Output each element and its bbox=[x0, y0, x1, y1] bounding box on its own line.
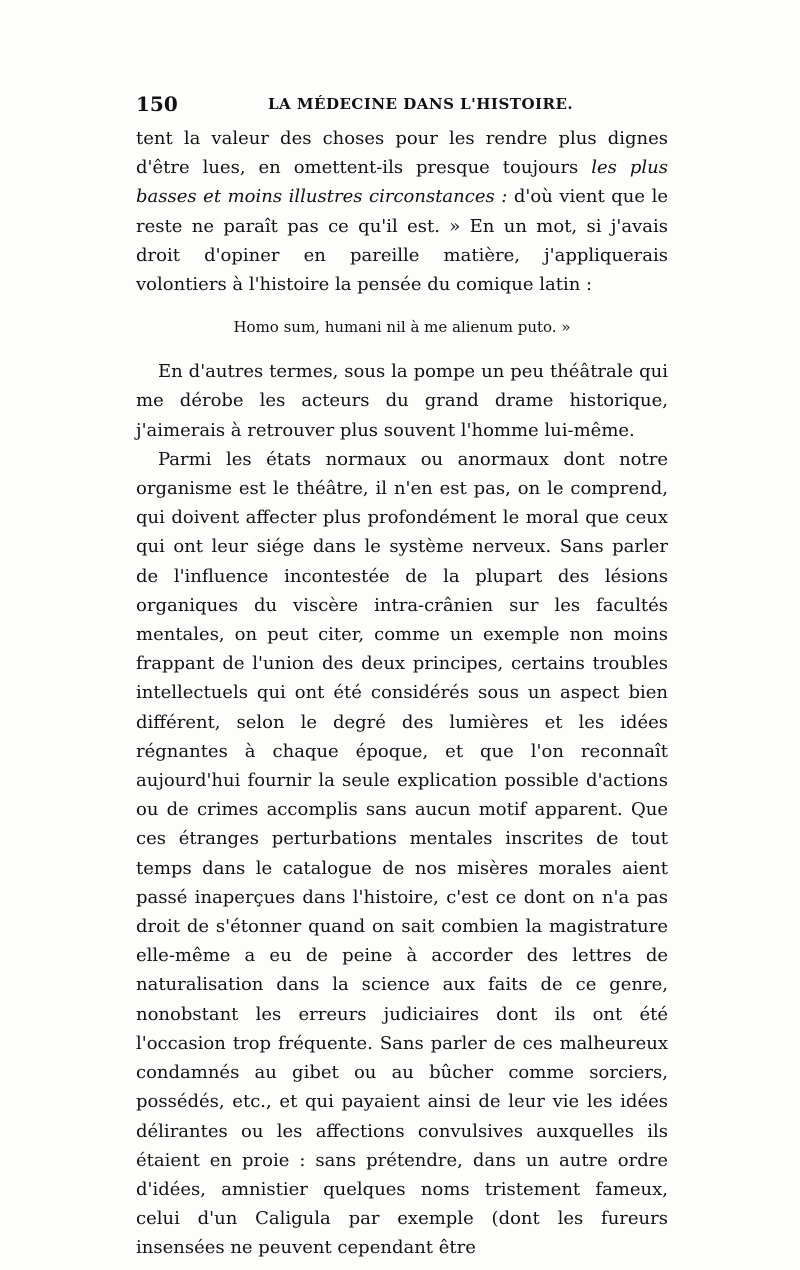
latin-quotation: Homo sum, humani nil à me alienum puto. » bbox=[233, 318, 571, 337]
paragraph-text: d'où vient que le reste ne paraît pas ce qu'il est. » En un mot, si j'avais droit d'opiner en pareille matière, j'appliquerais volontiers à l'histoire la pensée du comique latin : bbox=[136, 186, 669, 296]
body-text bbox=[136, 124, 668, 1263]
running-title: LA MÉDECINE DANS L'HISTOIRE. bbox=[268, 95, 574, 113]
paragraph: Parmi les états normaux ou anormaux dont notre organisme est le théâtre, il n'en est pas, on le comprend, qui doivent affecter plus profondément le moral que ceux qui ont leur siége dans le système nerveux. Sans parler de l'influence incontestée de la plupart des lésions organiques du viscère intra-crânien sur les facultés mentales, on peut citer, comme un exemple non moins frappant de l'union des deux principes, certains troubles intellectuels qui ont été considérés sous un aspect bien différent, selon le degré des lumières et les idées régnantes à chaque époque, et que l'on reconnaît aujourd'hui fournir la seule explication possible d'actions ou de crimes accomplis sans aucun motif apparent. Que ces étranges perturbations mentales inscrites de tout temps dans le catalogue de nos misères morales aient passé inaperçues dans l'histoire, c'est ce dont on n'a pas droit de s'étonner quand on sait combien la magistrature elle-même a eu de peine à accorder des lettres de naturalisation dans la science aux faits de ce genre, nonobstant les erreurs judiciaires dont ils ont été l'occasion trop fréquente. Sans parler de ces malheureux condamnés au gibet ou au bûcher comme sorciers, possédés, etc., et qui payaient ainsi de leur vie les idées délirantes ou les affections convulsives auxquelles ils étaient en proie : sans prétendre, dans un autre ordre d'idées, amnistier quelques noms tristement fameux, celui d'un Caligula par exemple (dont les fureurs insensées ne peuvent cependant être bbox=[136, 448, 668, 1259]
paragraph-continued bbox=[136, 124, 668, 299]
page-number: 150 bbox=[136, 92, 178, 116]
italic-phrase: les plus basses et moins illustres circonstances : bbox=[136, 157, 668, 208]
paragraph: En d'autres termes, sous la pompe un peu théâtrale qui me dérobe les acteurs du grand drame historique, j'aimerais à retrouver plus souvent l'homme lui-même. bbox=[136, 361, 668, 441]
paragraph-text: tent la valeur des choses pour les rendre plus dignes d'être lues, en omettent-ils presque toujours bbox=[136, 128, 668, 179]
page-header bbox=[136, 92, 668, 120]
